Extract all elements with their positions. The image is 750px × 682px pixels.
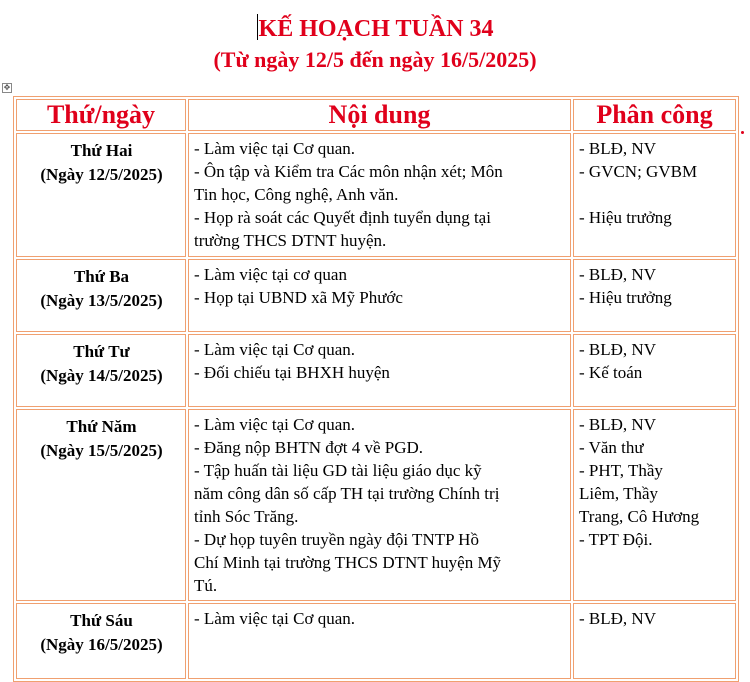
- content-line: trường THCS DTNT huyện.: [194, 231, 387, 250]
- col-header-day: Thứ/ngày: [16, 99, 186, 131]
- assign-cell: [573, 133, 736, 257]
- day-date: (Ngày 15/5/2025): [40, 441, 163, 460]
- assign-cell: [573, 409, 736, 601]
- content-line: - Làm việc tại Cơ quan.: [194, 139, 355, 158]
- assign-line: - Kế toán: [579, 363, 643, 382]
- content-cell: [188, 603, 571, 679]
- assign-line: - BLĐ, NV: [579, 415, 656, 434]
- assign-line: - BLĐ, NV: [579, 340, 656, 359]
- content-line: - Họp tại UBND xã Mỹ Phước: [194, 288, 403, 307]
- assign-line: - Hiệu trưởng: [579, 288, 672, 307]
- day-date: (Ngày 16/5/2025): [40, 635, 163, 654]
- assign-line: - BLĐ, NV: [579, 265, 656, 284]
- table-row: [16, 409, 736, 601]
- assign-line: - Hiệu trưởng: [579, 208, 672, 227]
- page-subtitle: (Từ ngày 12/5 đến ngày 16/5/2025): [213, 47, 537, 72]
- assign-line: - Văn thư: [579, 438, 644, 457]
- assign-line: - GVCN; GVBM: [579, 162, 698, 181]
- content-line: - Họp rà soát các Quyết định tuyển dụng tại: [194, 208, 491, 227]
- day-name: Thứ Tư: [73, 342, 130, 361]
- content-line: - Đăng nộp BHTN đợt 4 về PGD.: [194, 438, 424, 457]
- content-cell: [188, 259, 571, 332]
- content-line: - Tập huấn tài liệu GD tài liệu giáo dục kỹ: [194, 461, 482, 480]
- table-row: [16, 334, 736, 407]
- table-row: [16, 259, 736, 332]
- day-cell: [16, 259, 186, 332]
- col-header-content: Nội dung: [188, 99, 571, 131]
- content-line: tỉnh Sóc Trăng.: [194, 507, 299, 526]
- col-header-assign: Phân công: [573, 99, 736, 131]
- assign-line: - TPT Đội.: [579, 530, 653, 549]
- content-line: - Ôn tập và Kiểm tra Các môn nhận xét; Môn: [194, 162, 503, 181]
- assign-gap: [579, 183, 731, 206]
- assign-line: Trang, Cô Hương: [579, 507, 700, 526]
- content-line: - Làm việc tại cơ quan: [194, 265, 347, 284]
- table-row: [16, 133, 736, 257]
- day-name: Thứ Sáu: [70, 611, 133, 630]
- assign-line: - BLĐ, NV: [579, 139, 656, 158]
- content-cell: [188, 133, 571, 257]
- day-date: (Ngày 13/5/2025): [40, 291, 163, 310]
- table-row: [16, 603, 736, 679]
- content-line: - Làm việc tại Cơ quan.: [194, 415, 355, 434]
- content-line: - Đối chiếu tại BHXH huyện: [194, 363, 390, 382]
- plan-table: [13, 96, 739, 682]
- content-cell: [188, 334, 571, 407]
- day-date: (Ngày 12/5/2025): [40, 165, 163, 184]
- content-line: - Dự họp tuyên truyền ngày đội TNTP Hồ: [194, 530, 479, 549]
- content-line: - Làm việc tại Cơ quan.: [194, 340, 355, 359]
- day-name: Thứ Hai: [70, 141, 133, 160]
- table-header-row: [16, 99, 736, 131]
- content-line: năm công dân số cấp TH tại trường Chính trị: [194, 484, 500, 503]
- paragraph-mark: [741, 131, 744, 134]
- day-name: Thứ Năm: [66, 417, 137, 436]
- assign-cell: [573, 334, 736, 407]
- day-date: (Ngày 14/5/2025): [40, 366, 163, 385]
- day-cell: [16, 334, 186, 407]
- content-line: Chí Minh tại trường THCS DTNT huyện Mỹ: [194, 553, 502, 572]
- assign-line: - PHT, Thầy: [579, 461, 663, 480]
- move-handle-icon[interactable]: ✥: [3, 83, 11, 92]
- page-title: KẾ HOẠCH TUẦN 34: [258, 16, 494, 42]
- day-cell: [16, 409, 186, 601]
- assign-cell: [573, 603, 736, 679]
- assign-cell: [573, 259, 736, 332]
- content-line: Tú.: [194, 576, 218, 595]
- day-name: Thứ Ba: [73, 267, 130, 286]
- content-line: Tin học, Công nghệ, Anh văn.: [194, 185, 399, 204]
- day-cell: [16, 603, 186, 679]
- content-line: - Làm việc tại Cơ quan.: [194, 609, 355, 628]
- day-cell: [16, 133, 186, 257]
- text-cursor: [257, 14, 258, 40]
- assign-line: - BLĐ, NV: [579, 609, 656, 628]
- content-cell: [188, 409, 571, 601]
- assign-line: Liêm, Thầy: [579, 484, 658, 503]
